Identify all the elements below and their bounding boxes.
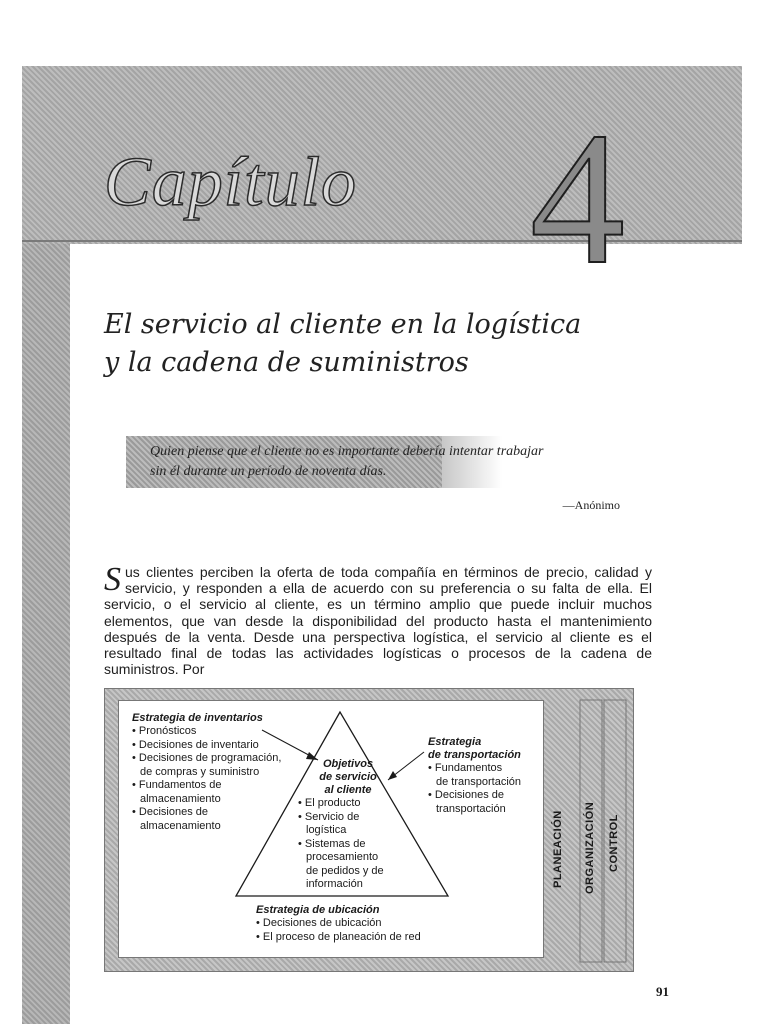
body-paragraph-text: us clientes perciben la oferta de toda compañía en términos de precio, calidad y servicio, y responden a ella de acuerdo con su preferencia o su falta de ella. El servicio, o el servicio al cliente, es un término amplio que puede incluir muchos elementos, que van desde la disponibilidad del producto hasta el mantenimiento después de la venta. Desde una perspectiva logística, el servicio al cliente es el resultado final de todas las actividades logísticas o procesos de la cadena de suministros. Por <box>104 564 652 678</box>
transport-item: transportación <box>436 802 506 815</box>
location-list <box>256 917 476 944</box>
epigraph-line2: sin él durante un período de noventa días. <box>150 464 387 479</box>
inventory-item: • Decisiones de programación, <box>132 752 282 764</box>
objectives-item: procesamiento <box>306 851 379 863</box>
inventory-list <box>132 725 312 833</box>
objectives-item: de pedidos y de <box>306 864 384 877</box>
objectives-heading-line: al cliente <box>324 784 372 796</box>
inventory-item: • Pronósticos <box>132 725 197 737</box>
transport-item: • Decisiones de <box>428 789 505 801</box>
inventory-item: de compras y suministro <box>140 765 260 778</box>
transport-heading-line: de transportación <box>428 749 521 761</box>
service-objectives <box>298 758 398 892</box>
inventory-item: • Decisiones de <box>132 806 209 818</box>
inventory-item: almacenamiento <box>140 792 221 805</box>
transport-list <box>428 762 548 816</box>
transport-item: de transportación <box>436 775 521 788</box>
objectives-item: • El producto <box>298 797 361 809</box>
transport-heading-line: Estrategia <box>428 736 482 748</box>
objectives-item: logística <box>306 824 347 836</box>
transport-item: • Fundamentos <box>428 762 503 774</box>
location-item: • Decisiones de ubicación <box>256 917 382 929</box>
chapter-title-line2: y la cadena de suministros <box>104 347 469 378</box>
inventory-item: • Decisiones de inventario <box>132 738 259 751</box>
objectives-heading-line: Objetivos <box>322 758 374 770</box>
inventory-item: almacenamiento <box>140 819 221 832</box>
objectives-list <box>298 797 398 892</box>
chapter-title-line1: El servicio al cliente en la logística <box>104 309 582 340</box>
page-number: 91 <box>656 984 669 999</box>
label-control: CONTROL <box>608 814 620 872</box>
chapter-label: Capítulo <box>104 144 358 221</box>
label-organizacion: ORGANIZACIÓN <box>584 801 596 894</box>
location-heading: Estrategia de ubicación <box>256 904 380 916</box>
location-strategy <box>256 904 476 944</box>
location-item: • El proceso de planeación de red <box>256 930 421 943</box>
objectives-item: información <box>306 878 363 890</box>
epigraph-line1: Quien piense que el cliente no es importante debería intentar trabajar <box>150 444 544 459</box>
inventory-item: • Fundamentos de <box>132 779 222 791</box>
objectives-item: • Servicio de <box>298 810 360 823</box>
objectives-heading-line: de servicio <box>319 771 377 783</box>
epigraph-author: —Anónimo <box>562 498 620 512</box>
inventory-strategy <box>132 712 312 833</box>
transport-strategy <box>428 736 548 816</box>
label-planeacion: PLANEACIÓN <box>552 810 564 888</box>
chapter-number: 4 <box>530 94 625 304</box>
drop-cap: S <box>104 561 121 598</box>
inventory-heading: Estrategia de inventarios <box>132 712 263 724</box>
objectives-item: • Sistemas de <box>298 837 366 850</box>
